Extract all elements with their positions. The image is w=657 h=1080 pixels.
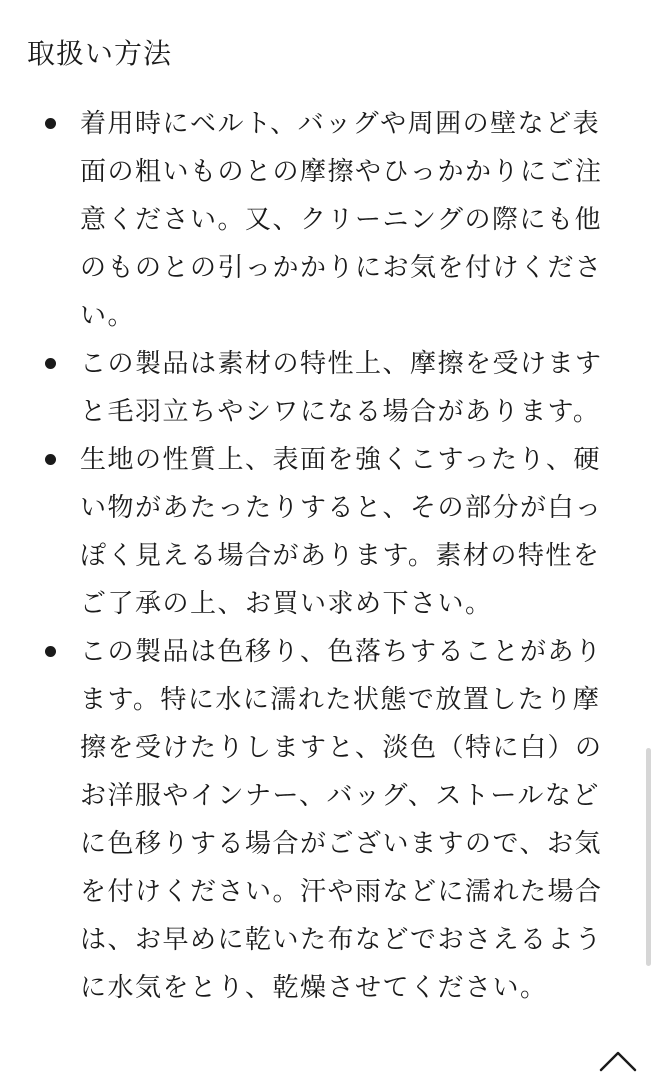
bullet-icon (45, 646, 56, 657)
section-title: 取扱い方法 (27, 37, 173, 70)
note-line: と毛羽立ちやシワになる場合があります。 (80, 397, 601, 427)
note-line: い物があたったりすると、その部分が白っ (80, 493, 603, 523)
note-line: この製品は色移り、色落ちすることがあり (80, 637, 603, 667)
note-line: は、お早めに乾いた布などでおさえるよう (80, 925, 603, 955)
note-line: ご了承の上、お買い求め下さい。 (80, 589, 493, 619)
bullet-icon (45, 454, 56, 465)
note-line: 面の粗いものとの摩擦やひっかかりにご注 (80, 157, 603, 187)
bullet-icon (45, 358, 56, 369)
note-line: を付けください。汗や雨などに濡れた場合 (80, 877, 603, 907)
care-notes-list (0, 100, 657, 1012)
scroll-to-top-button[interactable] (596, 1040, 640, 1080)
note-line: ぽく見える場合があります。素材の特性を (80, 541, 601, 571)
care-note-pilling (0, 340, 620, 436)
note-line: 意ください。又、クリーニングの際にも他 (80, 205, 602, 235)
note-line: 生地の性質上、表面を強くこすったり、硬 (80, 445, 601, 475)
care-note-whitening (0, 436, 620, 628)
note-line: い。 (80, 301, 136, 331)
note-line: に水気をとり、乾燥させてください。 (80, 973, 548, 1003)
note-line: のものとの引っかかりにお気を付けくださ (80, 253, 603, 283)
note-line: 擦を受けたりしますと、淡色（特に白）の (80, 733, 603, 763)
note-line: ます。特に水に濡れた状態で放置したり摩 (80, 685, 601, 715)
note-line: に色移りする場合がございますので、お気 (80, 829, 602, 859)
note-line: この製品は素材の特性上、摩擦を受けます (80, 349, 603, 379)
care-note-color-transfer (0, 628, 620, 1012)
bullet-icon (45, 118, 56, 129)
scrollbar-thumb[interactable] (646, 748, 651, 966)
chevron-up-icon (596, 1046, 640, 1076)
note-line: お洋服やインナー、バッグ、ストールなど (80, 781, 600, 811)
care-note-friction (0, 100, 620, 340)
note-line: 着用時にベルト、バッグや周囲の壁など表 (80, 109, 601, 139)
